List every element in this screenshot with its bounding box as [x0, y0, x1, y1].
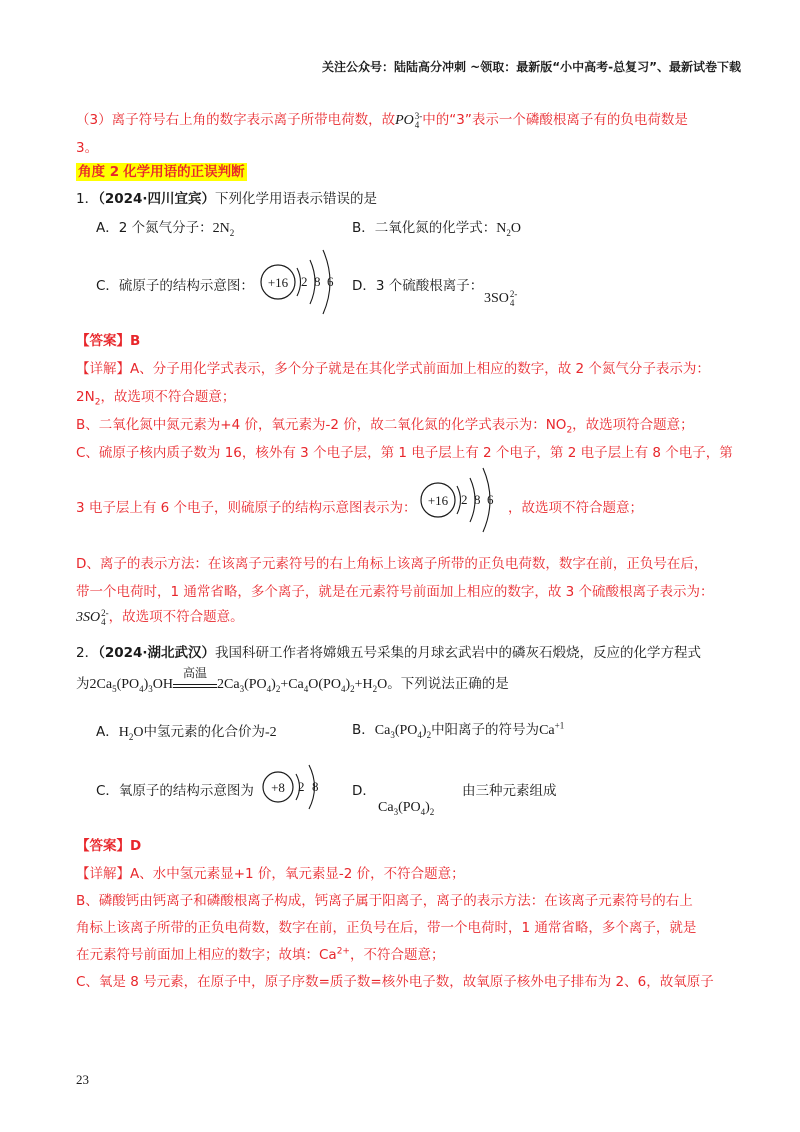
q1-detail-c-1: C、硫原子核内质子数为 16，核外有 3 个电子层，第 1 电子层上有 2 个电子，第 2 电子层上有 8 个电子，第 — [76, 445, 733, 461]
formula-ca3po42: $Ca_3(PO_4)_2$ — [378, 800, 435, 817]
svg-text:8: 8 — [474, 492, 481, 507]
sulfur-atom-diagram-2 — [418, 462, 508, 538]
intro-text-a: （3）离子符号右上角的数字表示离子所带电荷数，故 — [76, 112, 396, 128]
intro-text-b: 中的“3”表示一个磷酸根离子有的负电荷数是 — [422, 112, 688, 128]
q1-stem: 1．（2024·四川宜宾）下列化学用语表示错误的是 — [76, 191, 378, 207]
q1-detail-d-2: 带一个电荷时，1 通常省略，多个离子，就是在元素符号前面加上相应的数字，故 3 个硫酸根离子表示为： — [76, 584, 714, 600]
q1-answer: 【答案】B — [76, 333, 141, 349]
q1-option-a: A．2 个氮气分子：$2N_2$ — [96, 220, 235, 238]
section-label: 角度 2 — [78, 164, 120, 180]
q2-option-c: C．氧原子的结构示意图为 — [96, 783, 254, 799]
svg-text:8: 8 — [314, 274, 321, 289]
svg-text:2: 2 — [298, 779, 305, 794]
formula-3so4: 3SO 2- 4 — [484, 289, 518, 308]
q2-option-a: A．$H_2O$中氢元素的化合价为-2 — [96, 724, 277, 742]
q2-detail-b-2: 角标上该离子所带的正负电荷数，数字在前，正负号在后，带一个电荷时，1 通常省略，多个离子，就是 — [76, 920, 697, 936]
q2-detail-b-3: 在元素符号前面加上相应的数字；故填：$Ca^{2+}$，不符合题意； — [76, 946, 445, 963]
intro-line-2: 3。 — [76, 140, 99, 156]
svg-text:8: 8 — [312, 779, 319, 794]
q2-option-b: B．$Ca_3(PO_4)_2$中阳离子的符号为$Ca^{+1}$ — [352, 720, 565, 740]
page-number: 23 — [76, 1072, 89, 1087]
q1-detail-b: B、二氧化氮中氮元素为+4 价，氧元素为-2 价，故二氧化氮的化学式表示为：$NO_2$，故选项符合题意； — [76, 417, 694, 436]
chemical-equation: $2Ca_5(PO_4)_3OH$ 高温 $2Ca_3(PO_4)_2+Ca_4O(PO_4)_2+H_2O$ — [89, 666, 388, 694]
q1-detail-d-1: D、离子的表示方法：在该离子元素符号的右上角标上该离子所带的正负电荷数，数字在前，正负号在后， — [76, 556, 708, 572]
q1-detail-c-2a: 3 电子层上有 6 个电子，则硫原子的结构示意图表示为： — [76, 500, 417, 516]
section-heading — [76, 160, 247, 180]
svg-text:6: 6 — [487, 492, 494, 507]
q1-detail-a-2: $2N_2$，故选项不符合题意； — [76, 389, 236, 408]
intro-line-1 — [76, 108, 688, 130]
page-header: 关注公众号：陆陆高分冲刺 ~领取：最新版“小中高考-总复习”、最新试卷下载 — [322, 60, 741, 74]
q1-detail-c-2b: ，故选项不符合题意； — [508, 500, 643, 516]
svg-text:6: 6 — [327, 274, 334, 289]
q2-detail-b-1: B、磷酸钙由钙离子和磷酸根离子构成，钙离子属于阳离子，离子的表示方法：在该离子元素符号的右上 — [76, 893, 693, 909]
q2-stem: 2．（2024·湖北武汉）我国科研工作者将嫦娥五号采集的月球玄武岩中的磷灰石煅烧，反应的化学方程式 — [76, 645, 702, 661]
q2-option-d: D． — [352, 783, 376, 799]
q1-detail-d-3: 3SO 2- 4 ，故选项不符合题意。 — [76, 607, 244, 627]
q1-detail-a-1: 【详解】A、分子用化学式表示，多个分子就是在其化学式前面加上相应的数字，故 2 个氮气分子表示为： — [76, 361, 710, 377]
q2-answer: 【答案】D — [76, 838, 142, 854]
q1-option-c: C．硫原子的结构示意图： — [96, 278, 254, 294]
ion-formula: PO 3- 4 — [395, 110, 423, 130]
svg-text:2: 2 — [461, 492, 468, 507]
sulfur-atom-diagram-1 — [258, 244, 348, 320]
q2-detail-a: 【详解】A、水中氢元素显+1 价，氧元素显-2 价，不符合题意； — [76, 866, 465, 882]
svg-text:+8: +8 — [271, 780, 285, 795]
svg-text:+16: +16 — [427, 493, 449, 508]
q1-option-d: D．3 个硫酸根离子： — [352, 278, 484, 294]
section-title: 化学用语的正误判断 — [123, 164, 245, 180]
formula-2n2: $2N_2$ — [212, 221, 235, 238]
q2-equation-line: 为$2Ca_5(PO_4)_3OH$ 高温 $2Ca_3(PO_4)_2+Ca_4O(PO_4)_2+H_2O$。下列说法正确的是 — [76, 666, 509, 694]
svg-text:2: 2 — [301, 274, 308, 289]
oxygen-atom-diagram — [258, 756, 328, 818]
q2-detail-c: C、氧是 8 号元素，在原子中，原子序数=质子数=核外电子数，故氧原子核外电子排布为 2、6，故氧原子 — [76, 974, 714, 990]
svg-text:+16: +16 — [267, 275, 289, 290]
q2-option-d-text: 由三种元素组成 — [462, 783, 557, 799]
q1-option-b: B．二氧化氮的化学式：$N_2O$ — [352, 220, 522, 238]
formula-n2o: $N_2O$ — [496, 221, 522, 238]
